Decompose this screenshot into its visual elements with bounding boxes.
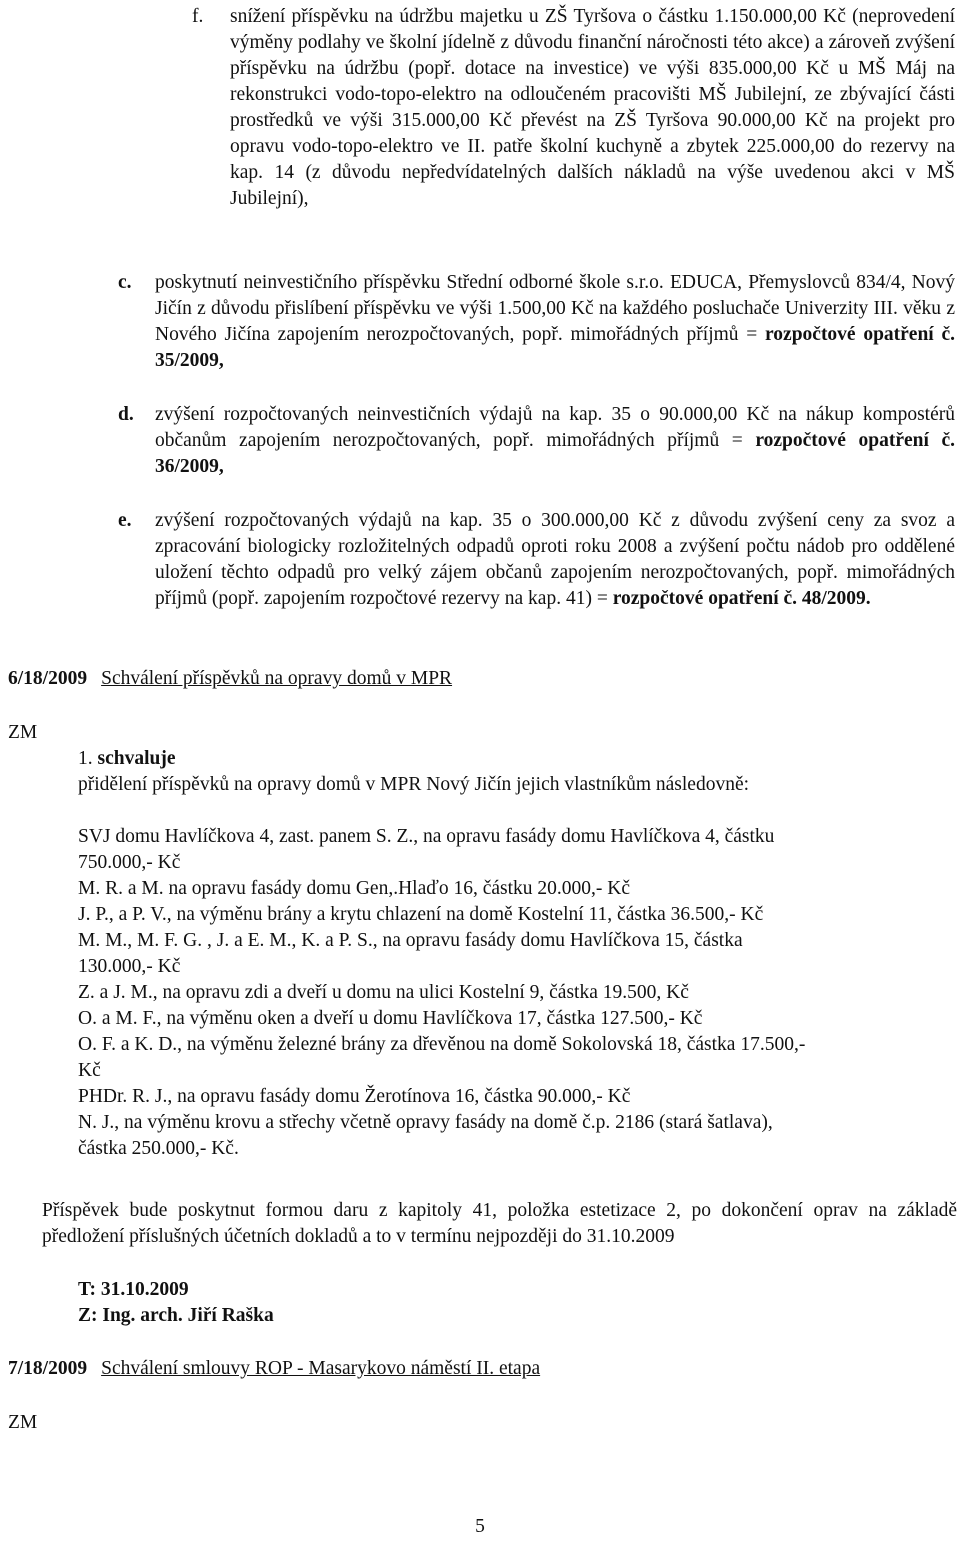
item-c — [155, 270, 955, 374]
item-d-text: zvýšení rozpočtovaných neinvestičních výdajů na kap. 35 o 90.000,00 Kč na nákup kompostérů občanům zapojením nerozpočtovaných, popř. mimořádných příjmů = — [155, 404, 955, 451]
recipient-line: O. a M. F., na výměnu oken a dveří u domu Havlíčkova 17, částka 127.500,- Kč — [78, 1008, 703, 1029]
item-f-marker: f. — [192, 6, 204, 27]
section-6-zm: ZM — [8, 722, 38, 743]
recipient-line: N. J., na výměnu krovu a střechy včetně opravy fasády na domě č.p. 2186 (stará šatlava), — [78, 1112, 773, 1133]
recipient-line: 130.000,- Kč — [78, 956, 181, 977]
section-6-heading — [8, 666, 452, 692]
recipient-line: 750.000,- Kč — [78, 852, 181, 873]
section-6-point-verb: schvaluje — [97, 748, 176, 769]
recipient-line: M. R. a M. na opravu fasády domu Gen,.Hlaďo 16, částku 20.000,- Kč — [78, 878, 630, 899]
section-6-point-number: 1. — [78, 748, 93, 769]
item-e-measure: rozpočtové opatření č. 48/2009. — [612, 588, 871, 609]
section-6-point — [78, 746, 928, 772]
item-e-marker: e. — [118, 510, 132, 531]
item-c-text: poskytnutí neinvestičního příspěvku Střední odborné škole s.r.o. EDUCA, Přemyslovců 834/4, Nový Jičín z důvodu přislíbení příspěvku ve výši 1.500,00 Kč na každého posluchače Univerzity III. věku z Nového Jičína zapojením nerozpočtovaných, popř. mimořádných příjmů = — [155, 272, 955, 345]
section-6-intro: přidělení příspěvků na opravy domů v MPR Nový Jičín jejich vlastníkům následovně: — [78, 774, 750, 795]
item-e-text: zvýšení rozpočtovaných výdajů na kap. 35 o 300.000,00 Kč z důvodu zvýšení ceny za svoz a zpracování biologicky rozložitelných odpadů oproti roku 2008 a zvýšení počtu nádob pro oddělené uložení těchto odpadů pro velký zájem občanů zapojením nerozpočtovaných, popř. mimořádných příjmů (popř. zapojením rozpočtové rezervy na kap. 41) = — [155, 510, 955, 609]
item-c-measure: rozpočtové opatření č. 35/2009, — [155, 324, 955, 371]
recipient-line: Z. a J. M., na opravu zdi a dveří u domu na ulici Kostelní 9, částka 19.500, Kč — [78, 982, 689, 1003]
recipient-line: O. F. a K. D., na výměnu železné brány za dřevěnou na domě Sokolovská 18, částka 17.500,- — [78, 1034, 806, 1055]
recipient-line: SVJ domu Havlíčkova 4, zast. panem S. Z., na opravu fasády domu Havlíčkova 4, částku — [78, 826, 775, 847]
item-d-measure: rozpočtové opatření č. 36/2009, — [155, 430, 955, 477]
section-6-number: 6/18/2009 — [8, 668, 88, 689]
section-6-responsible: Z: Ing. arch. Jiří Raška — [78, 1305, 274, 1326]
recipient-line: PHDr. R. J., na opravu fasády domu Žerotínova 16, částka 90.000,- Kč — [78, 1086, 631, 1107]
item-d — [155, 402, 955, 480]
item-d-marker: d. — [118, 404, 134, 425]
item-f-text: snížení příspěvku na údržbu majetku u ZŠ Tyršova o částku 1.150.000,00 Kč (neprovedení výměny podlahy ve školní jídelně z důvodu finanční náročnosti této akce) a zároveň zvýšení příspěvku na údržbu (popř. dotace na investice) ve výši 835.000,00 Kč u MŠ Máj na rekonstrukci vodo-topo-elektro na odloučeném pracovišti MŠ Jubilejní, ze zbývající části prostředků ve výši 315.000,00 Kč převést na ZŠ Tyršova 90.000,00 Kč na projekt pro opravu vodo-topo-elektro ve II. patře školní kuchyně a zbytek 225.000,00 do rezervy na kap. 14 (z důvodu nepředvídatelných dalších nákladů na výše uvedenou akci v MŠ Jubilejní), — [230, 6, 955, 209]
item-e — [155, 508, 955, 612]
item-c-marker: c. — [118, 272, 132, 293]
section-7-zm: ZM — [8, 1412, 38, 1433]
recipient-line: J. P., a P. V., na výměnu brány a krytu chlazení na domě Kostelní 11, částka 36.500,- Kč — [78, 904, 764, 925]
section-6-title: Schválení příspěvků na opravy domů v MPR — [101, 668, 453, 689]
recipient-line: Kč — [78, 1060, 101, 1081]
section-6-paragraph: Příspěvek bude poskytnut formou daru z kapitoly 41, položka estetizace 2, po dokončení oprav na základě předložení příslušných účetních dokladů a to v termínu nejpozději do 31.10.2009 — [42, 1200, 957, 1247]
page-number: 5 — [475, 1516, 485, 1537]
section-7-title: Schválení smlouvy ROP - Masarykovo náměstí II. etapa — [101, 1358, 541, 1379]
section-6-deadline: T: 31.10.2009 — [78, 1279, 189, 1300]
section-7-heading — [8, 1356, 540, 1382]
recipient-line: M. M., M. F. G. , J. a E. M., K. a P. S., na opravu fasády domu Havlíčkova 15, částka — [78, 930, 743, 951]
recipient-list — [78, 824, 913, 1162]
recipient-line: částka 250.000,- Kč. — [78, 1138, 239, 1159]
section-7-number: 7/18/2009 — [8, 1358, 88, 1379]
